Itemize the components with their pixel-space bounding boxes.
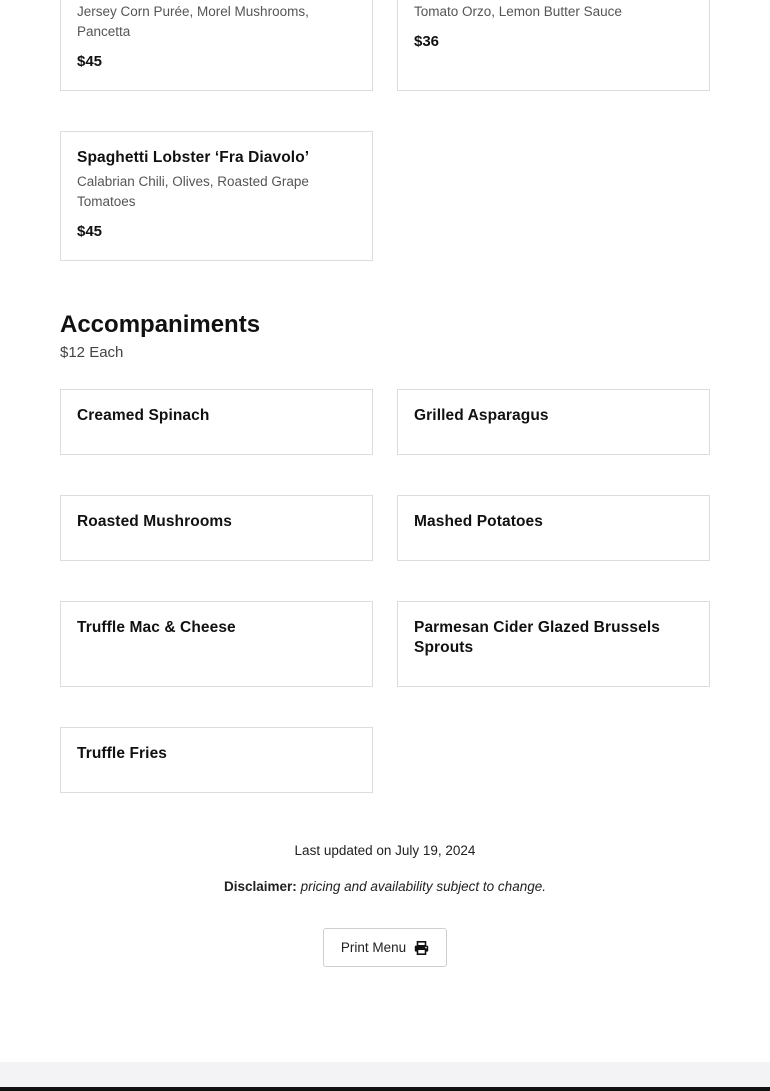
section-subtitle-price: $12 Each [60, 344, 124, 361]
menu-item-price: $36 [414, 33, 440, 50]
section-title-accompaniments: Accompaniments [60, 311, 261, 338]
print-menu-button[interactable] [323, 928, 447, 967]
accompaniment-name: Grilled Asparagus [414, 407, 549, 424]
last-updated-text: Last updated on July 19, 2024 [294, 843, 476, 858]
accompaniment-card [60, 495, 373, 561]
accompaniment-card [397, 601, 710, 687]
accompaniment-name: Creamed Spinach [77, 407, 210, 424]
menu-item-description: Tomato Orzo, Lemon Butter Sauce [414, 4, 622, 19]
accompaniment-card [397, 389, 710, 455]
print-menu-label: Print Menu [340, 940, 407, 955]
accompaniment-card [60, 601, 373, 687]
footer-band [0, 1062, 770, 1087]
accompaniment-name: Parmesan Cider Glazed Brussels Sprouts [414, 619, 660, 656]
menu-item-description: Calabrian Chili, Olives, Roasted Grape Tomatoes [77, 174, 309, 209]
menu-item-price: $45 [77, 53, 103, 70]
disclaimer [0, 877, 770, 897]
menu-item-description: Jersey Corn Purée, Morel Mushrooms, Pancetta [77, 4, 309, 39]
footer-bar [0, 1087, 770, 1091]
disclaimer-label: Disclaimer: [224, 879, 297, 894]
accompaniment-card [60, 727, 373, 793]
accompaniment-name: Truffle Fries [77, 745, 168, 762]
menu-item-card [60, 131, 373, 261]
menu-item-card [397, 0, 710, 91]
accompaniment-card [397, 495, 710, 561]
menu-item-name: Spaghetti Lobster ‘Fra Diavolo’ [77, 149, 310, 166]
accompaniment-card [60, 389, 373, 455]
accompaniment-name: Roasted Mushrooms [77, 513, 232, 530]
menu-item-price: $45 [77, 223, 103, 240]
accompaniment-name: Truffle Mac & Cheese [77, 619, 236, 636]
disclaimer-text: pricing and availability subject to change. [300, 879, 546, 894]
menu-item-card [60, 0, 373, 91]
accompaniment-name: Mashed Potatoes [414, 513, 543, 530]
printer-icon [414, 941, 429, 955]
